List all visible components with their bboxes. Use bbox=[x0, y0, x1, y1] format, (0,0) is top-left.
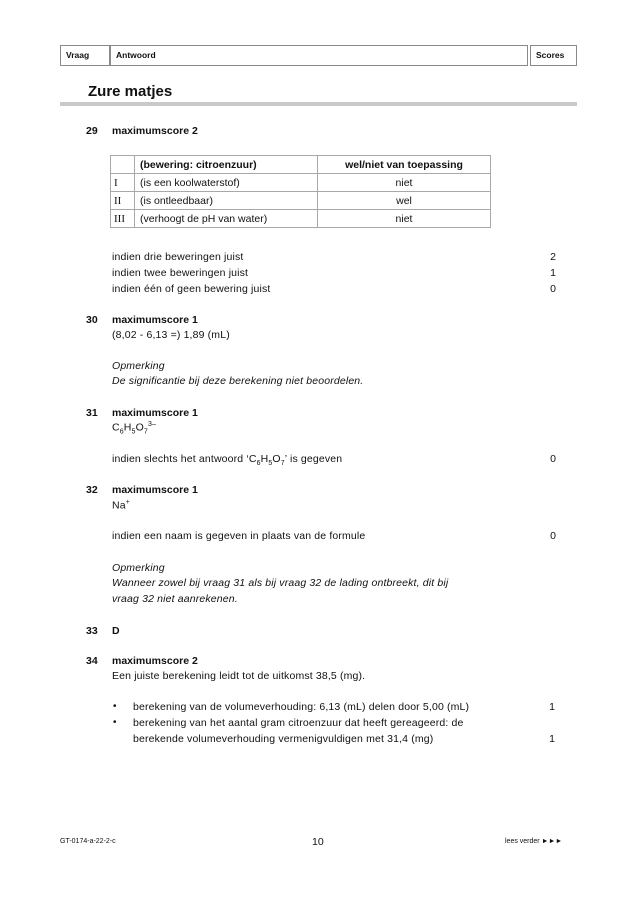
score-31: 0 bbox=[550, 453, 556, 465]
answer-30: (8,02 - 6,13 =) 1,89 (mL) bbox=[112, 329, 230, 341]
table-cell: (verhoogt de pH van water) bbox=[135, 210, 318, 228]
maxscore-34: maximumscore 2 bbox=[112, 655, 198, 667]
table-row bbox=[111, 192, 491, 210]
bullet-34-b-text-line2: berekende volumeverhouding vermenigvuldigen met 31,4 (mg) bbox=[133, 733, 434, 745]
answer-32: Na+ bbox=[112, 499, 130, 512]
title-divider bbox=[60, 102, 577, 106]
table-cell: niet bbox=[318, 210, 491, 228]
question-number-32: 32 bbox=[86, 484, 98, 496]
table-cell: niet bbox=[318, 174, 491, 192]
question-number-34: 34 bbox=[86, 655, 98, 667]
remark-30: De significantie bij deze berekening niet beoordelen. bbox=[112, 375, 364, 387]
criterion-32: indien een naam is gegeven in plaats van de formule bbox=[112, 530, 366, 542]
table-header-toepassing: wel/niet van toepassing bbox=[318, 156, 491, 174]
header-scores: Scores bbox=[530, 45, 577, 66]
maxscore-31: maximumscore 1 bbox=[112, 407, 198, 419]
score-34-a: 1 bbox=[549, 701, 555, 713]
table-cell: III bbox=[111, 210, 135, 228]
criterion-29-b: indien twee beweringen juist bbox=[112, 267, 249, 279]
criterion-29-a: indien drie beweringen juist bbox=[112, 251, 244, 263]
score-34-b: 1 bbox=[549, 733, 555, 745]
table-header-bewering: (bewering: citroenzuur) bbox=[135, 156, 318, 174]
table-cell: wel bbox=[318, 192, 491, 210]
score-32: 0 bbox=[550, 530, 556, 542]
maxscore-29: maximumscore 2 bbox=[112, 125, 198, 137]
score-29-a: 2 bbox=[550, 251, 556, 263]
remark-32-line2: vraag 32 niet aanrekenen. bbox=[112, 593, 238, 605]
maxscore-32: maximumscore 1 bbox=[112, 484, 198, 496]
score-29-b: 1 bbox=[550, 267, 556, 279]
question-number-29: 29 bbox=[86, 125, 98, 137]
intro-34: Een juiste berekening leidt tot de uitkomst 38,5 (mg). bbox=[112, 670, 366, 682]
answer-33: D bbox=[112, 625, 120, 637]
remark-32-line1: Wanneer zowel bij vraag 31 als bij vraag 32 de lading ontbreekt, dit bij bbox=[112, 577, 449, 589]
answer-table-29 bbox=[110, 155, 491, 228]
table-header-row bbox=[111, 156, 491, 174]
answer-31-formula: $C_6H_5O_7^{3-}$ bbox=[112, 421, 157, 436]
table-cell bbox=[111, 156, 135, 174]
header-antwoord: Antwoord bbox=[110, 45, 528, 66]
footer-next: lees verder ►►► bbox=[505, 838, 563, 845]
remark-label-30: Opmerking bbox=[112, 360, 165, 372]
bullet-34-b-text-line1: berekening van het aantal gram citroenzuur dat heeft gereageerd: de bbox=[133, 717, 464, 729]
table-row bbox=[111, 174, 491, 192]
section-title: Zure matjes bbox=[88, 83, 173, 100]
table-row bbox=[111, 210, 491, 228]
criterion-31: indien slechts het antwoord ‘$C_6H_5O_7$’ is gegeven bbox=[112, 453, 343, 468]
table-cell: I bbox=[111, 174, 135, 192]
score-29-c: 0 bbox=[550, 283, 556, 295]
table-cell: (is een koolwaterstof) bbox=[135, 174, 318, 192]
maxscore-30: maximumscore 1 bbox=[112, 314, 198, 326]
footer-code: GT-0174-a-22-2-c bbox=[60, 838, 116, 845]
table-cell: II bbox=[111, 192, 135, 210]
question-number-31: 31 bbox=[86, 407, 98, 419]
question-number-33: 33 bbox=[86, 625, 98, 637]
bullet-icon: • bbox=[113, 701, 117, 712]
criterion-29-c: indien één of geen bewering juist bbox=[112, 283, 271, 295]
bullet-icon: • bbox=[113, 717, 117, 728]
table-cell: (is ontleedbaar) bbox=[135, 192, 318, 210]
question-number-30: 30 bbox=[86, 314, 98, 326]
page-number: 10 bbox=[312, 836, 324, 848]
bullet-34-a-text: berekening van de volumeverhouding: 6,13 (mL) delen door 5,00 (mL) bbox=[133, 701, 470, 713]
header-vraag: Vraag bbox=[60, 45, 110, 66]
remark-label-32: Opmerking bbox=[112, 562, 165, 574]
